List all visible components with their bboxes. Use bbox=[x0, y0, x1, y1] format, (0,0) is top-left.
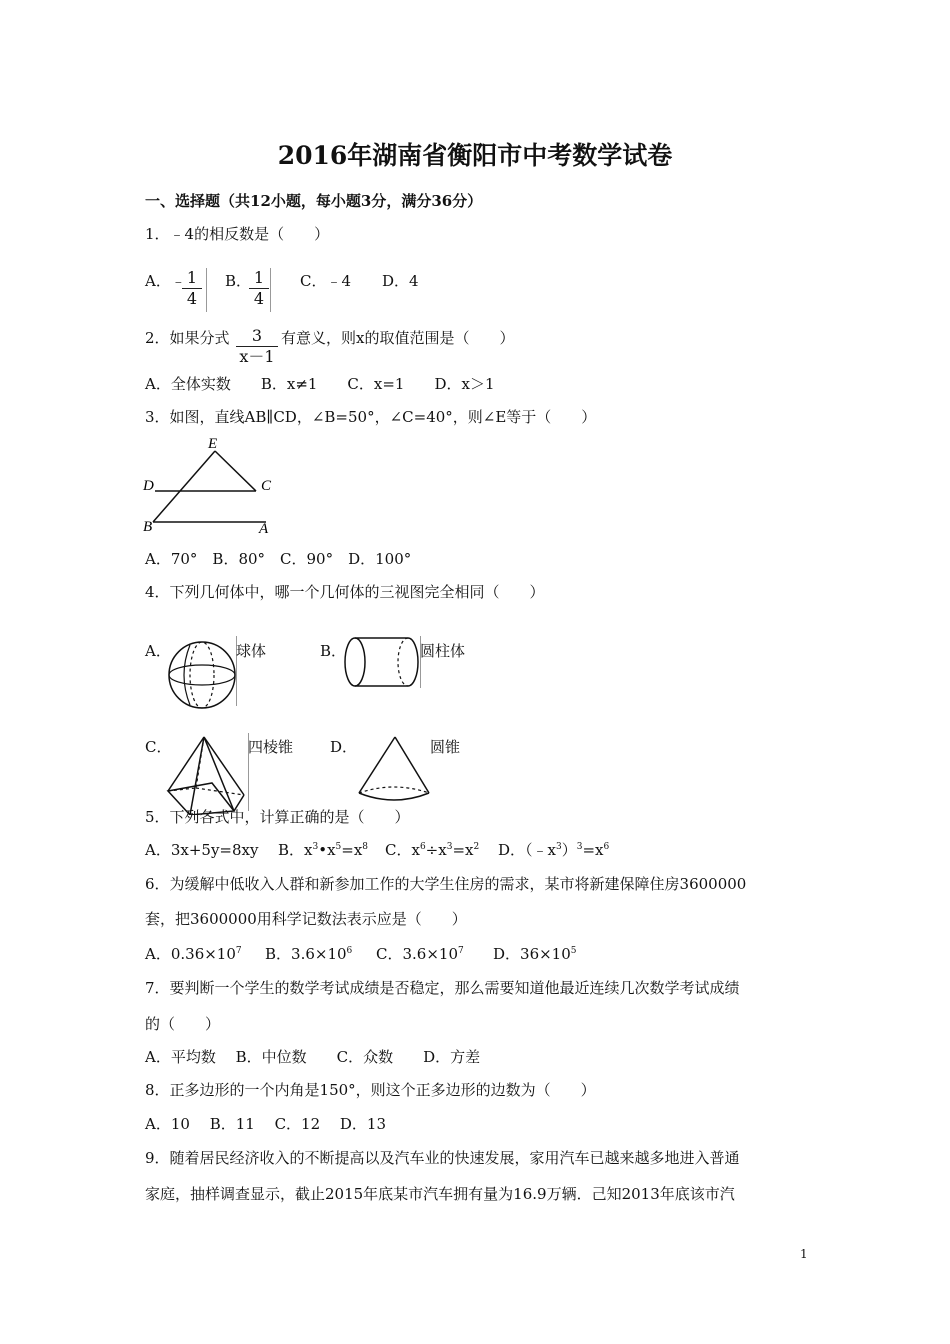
question-6-line2: 套，把3600000用科学记数法表示应是（ ） bbox=[145, 910, 467, 928]
text: D．36×10 bbox=[493, 945, 571, 963]
q4-option-a: A． bbox=[145, 642, 171, 660]
q4-option-d-label: 圆锥 bbox=[430, 738, 461, 756]
page-number: 1 bbox=[800, 1247, 808, 1261]
sphere-icon bbox=[164, 633, 240, 709]
exponent: 7 bbox=[458, 946, 464, 956]
text: =x bbox=[582, 841, 604, 859]
cone-icon bbox=[355, 733, 435, 805]
exponent: 6 bbox=[603, 842, 610, 852]
text: =x bbox=[452, 841, 474, 859]
q4-option-b-label: 圆柱体 bbox=[420, 642, 466, 660]
question-4-stem: 4．下列几何体中，哪一个几何体的三视图完全相同（ ） bbox=[145, 583, 545, 601]
label-c: C bbox=[261, 478, 272, 494]
divider bbox=[270, 268, 271, 312]
text: ÷x bbox=[425, 841, 447, 859]
text: =x bbox=[341, 841, 363, 859]
question-7-line2: 的（ ） bbox=[145, 1015, 221, 1033]
q5-option-b bbox=[278, 839, 368, 860]
q2-options: A．全体实数 B．x≠1 C．x=1 D．x＞1 bbox=[145, 375, 495, 393]
question-3-stem: 3．如图，直线AB∥CD，∠B=50°，∠C=40°，则∠E等于（ ） bbox=[145, 408, 597, 426]
label-d: D bbox=[143, 478, 154, 494]
text: •x bbox=[318, 841, 336, 859]
q4-option-a-label: 球体 bbox=[236, 642, 267, 660]
q6-option-c bbox=[376, 943, 464, 964]
section-heading: 一、选择题（共12小题，每小题3分，满分36分） bbox=[145, 192, 483, 210]
exponent: 6 bbox=[419, 842, 426, 852]
question-9-line1: 9．随着居民经济收入的不断提高以及汽车业的快速发展，家用汽车已越来越多地进入普通 bbox=[145, 1149, 740, 1167]
q5-option-c bbox=[385, 839, 479, 860]
exponent: 5 bbox=[570, 946, 577, 956]
q1-option-d: D．4 bbox=[382, 272, 419, 290]
question-5-stem: 5．下列各式中，计算正确的是（ ） bbox=[145, 808, 410, 826]
question-1-stem: 1．﹣4的相反数是（ ） bbox=[145, 225, 330, 243]
q7-options: A．平均数 B．中位数 C．众数 D．方差 bbox=[145, 1048, 481, 1066]
exponent: 3 bbox=[576, 842, 583, 852]
q4-option-c: C． bbox=[145, 738, 172, 756]
question-9-line2: 家庭，抽样调查显示，截止2015年底某市汽车拥有量为16.9万辆．己知2013年底该市汽 bbox=[145, 1185, 735, 1203]
q2-fraction bbox=[236, 326, 278, 367]
exponent: 3 bbox=[556, 842, 562, 852]
q1-a-numerator: 1 bbox=[182, 268, 202, 289]
label-b: B bbox=[143, 519, 153, 535]
q1-option-a-fraction bbox=[182, 268, 202, 309]
question-7-line1: 7．要判断一个学生的数学考试成绩是否稳定，那么需要知道他最近连续几次数学考试成绩 bbox=[145, 979, 740, 997]
q1-a-denominator: 4 bbox=[186, 289, 198, 308]
q8-options: A．10 B．11 C．12 D．13 bbox=[145, 1115, 387, 1133]
q6-option-a bbox=[145, 943, 242, 964]
q6-option-d bbox=[493, 943, 577, 964]
exponent: 3 bbox=[446, 842, 453, 852]
q1-b-numerator: 1 bbox=[249, 268, 269, 289]
q4-option-b: B． bbox=[320, 642, 347, 660]
q5-option-a: A．3x+5y=8xy bbox=[145, 841, 259, 859]
q4-option-c-label: 四棱锥 bbox=[248, 738, 294, 756]
exponent: 7 bbox=[235, 946, 242, 956]
q3-options: A．70° B．80° C．90° D．100° bbox=[145, 550, 412, 568]
question-2-stem-pre: 2．如果分式 bbox=[145, 329, 230, 347]
q5-option-d bbox=[498, 839, 609, 860]
exponent: 2 bbox=[473, 842, 480, 852]
q1-option-b-fraction bbox=[249, 268, 269, 309]
pyramid-icon bbox=[164, 733, 250, 815]
question-2-stem-post: 有意义，则x的取值范围是（ ） bbox=[281, 329, 515, 347]
q6-option-b bbox=[265, 943, 352, 964]
q3-figure bbox=[140, 434, 275, 536]
text: A．0.36×10 bbox=[145, 945, 236, 963]
q2-numerator: 3 bbox=[236, 326, 278, 347]
q1-option-a: A．﹣ bbox=[145, 272, 186, 290]
q4-option-d: D． bbox=[330, 738, 358, 756]
text: B．x bbox=[278, 841, 313, 859]
text: C．3.6×10 bbox=[376, 945, 458, 963]
text: C．x bbox=[385, 841, 420, 859]
exponent: 6 bbox=[346, 946, 353, 956]
q1-b-denominator: 4 bbox=[253, 289, 265, 308]
text: D．（﹣x bbox=[498, 841, 556, 859]
exponent: 5 bbox=[335, 842, 342, 852]
question-6-line1: 6．为缓解中低收入人群和新参加工作的大学生住房的需求，某市将新建保障住房3600000 bbox=[145, 875, 747, 893]
text: B．3.6×10 bbox=[265, 945, 347, 963]
exponent: 8 bbox=[362, 842, 369, 852]
exponent: 3 bbox=[312, 842, 319, 852]
question-8-stem: 8．正多边形的一个内角是150°，则这个正多边形的边数为（ ） bbox=[145, 1081, 596, 1099]
page-title: 2016年湖南省衡阳市中考数学试卷 bbox=[277, 141, 673, 170]
q1-option-c: C．﹣4 bbox=[300, 272, 352, 290]
q2-denominator: x－1 bbox=[239, 347, 275, 366]
text: ） bbox=[561, 841, 577, 859]
cylinder-icon bbox=[340, 634, 422, 690]
q1-option-b: B． bbox=[225, 272, 252, 290]
divider bbox=[206, 268, 207, 312]
label-e: E bbox=[208, 436, 218, 452]
label-a: A bbox=[259, 521, 269, 536]
